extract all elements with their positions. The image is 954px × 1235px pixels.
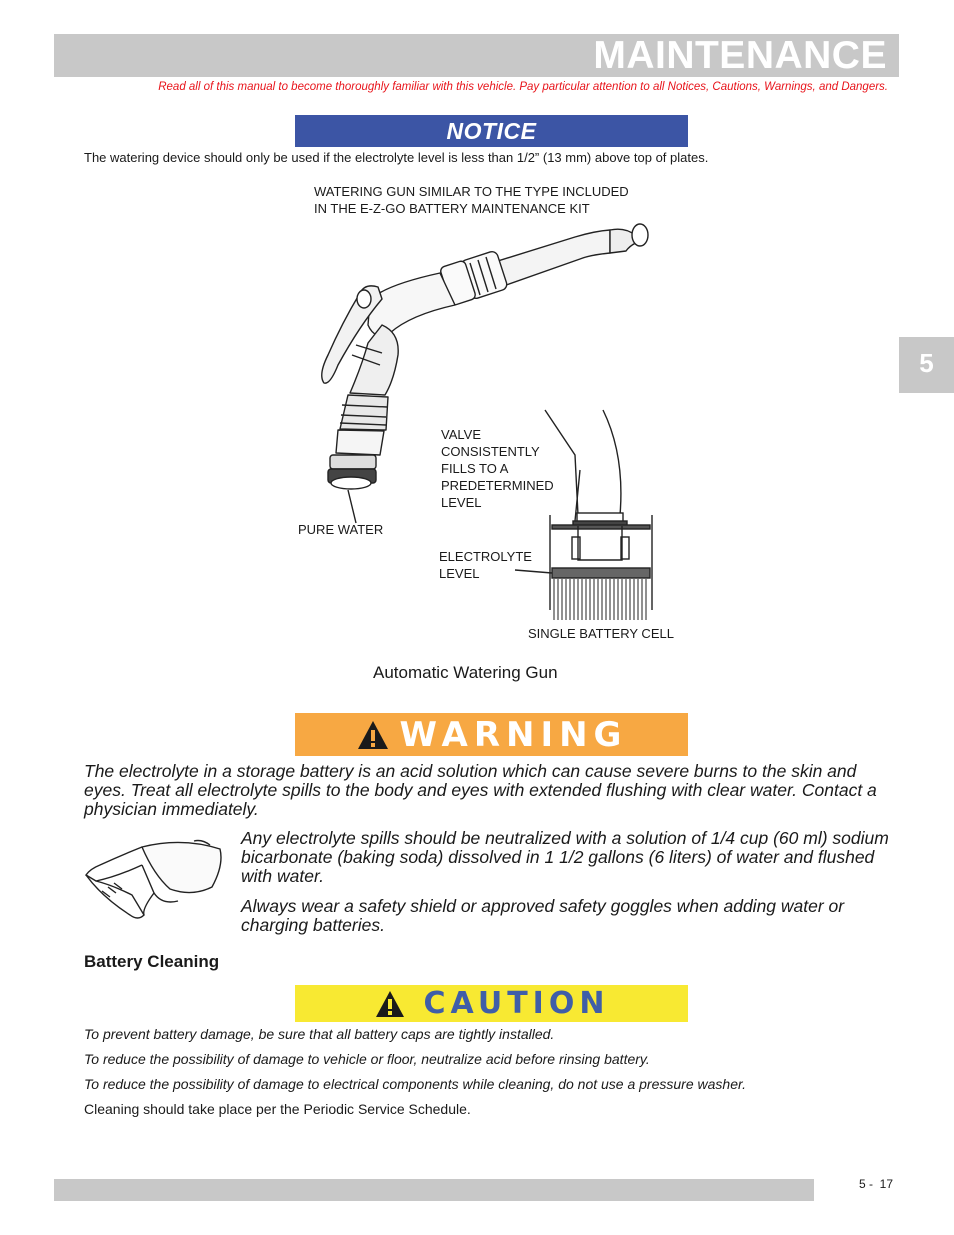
- warning-triangle-icon: [356, 719, 390, 751]
- battery-cell-label: SINGLE BATTERY CELL: [528, 626, 674, 641]
- battery-cleaning-heading: Battery Cleaning: [84, 952, 220, 971]
- caution-banner: [295, 985, 688, 1022]
- warning-banner: [295, 713, 688, 756]
- notice-text: The watering device should only be used if the electrolyte level is less than 1/2” (13 mm) above top of plates.: [84, 150, 709, 165]
- warning-paragraph-3: Always wear a safety shield or approved safety goggles when adding water or charging batteries.: [241, 896, 845, 935]
- electrolyte-level-label: ELECTROLYTE LEVEL: [439, 549, 532, 581]
- notice-banner: NOTICE: [295, 115, 688, 147]
- schedule-text: Cleaning should take place per the Periodic Service Schedule.: [84, 1101, 471, 1117]
- footer-bar: [54, 1179, 814, 1201]
- caution-line-1: To prevent battery damage, be sure that all battery caps are tightly installed.: [84, 1026, 555, 1042]
- caution-label: CAUTION: [423, 986, 610, 1021]
- warning-label: WARNING: [399, 714, 628, 755]
- header-bar: [54, 34, 899, 77]
- caution-line-3: To reduce the possibility of damage to electrical components while cleaning, do not use a pressure washer.: [84, 1076, 747, 1092]
- page-title: MAINTENANCE: [593, 34, 887, 77]
- chapter-tab: 5: [899, 337, 954, 393]
- gun-label: WATERING GUN SIMILAR TO THE TYPE INCLUDED IN THE E-Z-GO BATTERY MAINTENANCE KIT: [314, 184, 629, 216]
- caution-line-2: To reduce the possibility of damage to vehicle or floor, neutralize acid before rinsing battery.: [84, 1051, 650, 1067]
- warning-paragraph-2: Any electrolyte spills should be neutralized with a solution of 1/4 cup (60 ml) sodium bicarbonate (baking soda) dissolved in 1 1/2 gallons (6 liters) of water and flushed with water.: [241, 828, 889, 886]
- intro-text: Read all of this manual to become thoroughly familiar with this vehicle. Pay particular attention to all Notices, Cautions, Warnings, and Dangers.: [158, 81, 888, 93]
- page-number: 5 - 17: [859, 1177, 894, 1191]
- safety-goggles-icon: [82, 835, 230, 925]
- figure-caption: Automatic Watering Gun: [373, 663, 558, 682]
- warning-triangle-icon: [374, 989, 406, 1019]
- valve-label: VALVE CONSISTENTLY FILLS TO A PREDETERMINED LEVEL: [441, 427, 554, 510]
- warning-paragraph-1: The electrolyte in a storage battery is an acid solution which can cause severe burns to the skin and eyes. Treat all electrolyte spills to the body and eyes with extended flushing with clear water. Contact a physician immediately.: [84, 761, 877, 819]
- pure-water-label: PURE WATER: [298, 522, 384, 537]
